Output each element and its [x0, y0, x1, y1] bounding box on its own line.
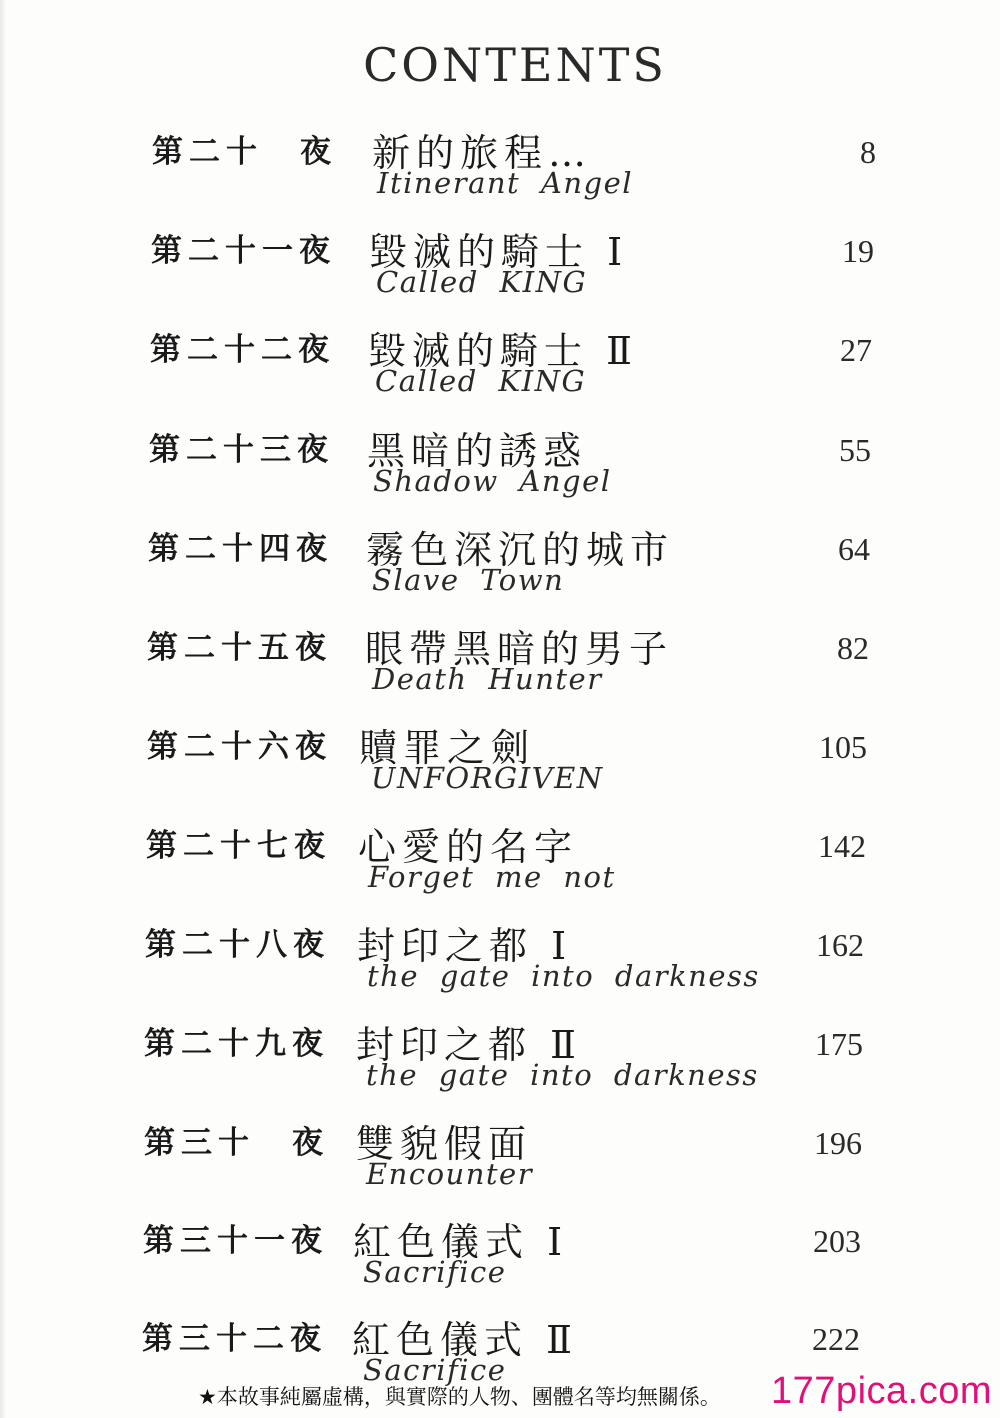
entry-page-number: 142	[818, 828, 866, 864]
entry-chinese-title: 毀滅的騎士 Ⅱ	[368, 329, 638, 373]
entry-page-number: 82	[837, 630, 869, 666]
entry-english-title: Called KING	[375, 364, 587, 398]
entry-chinese-title: 紅色儀式 Ⅰ	[353, 1220, 569, 1264]
entry-chinese-title: 毀滅的騎士 Ⅰ	[369, 230, 629, 274]
entry-night-label: 第二十二夜	[150, 332, 335, 368]
entry-night-label: 第三十一夜	[143, 1223, 328, 1259]
entry-chinese-title: 封印之都 Ⅱ	[356, 1023, 582, 1067]
entry-page-number: 175	[815, 1026, 863, 1062]
page-title: CONTENTS	[363, 38, 667, 92]
entry-page-number: 162	[816, 927, 864, 963]
entry-page-number: 222	[812, 1321, 860, 1357]
fiction-disclaimer: ★本故事純屬虛構，與實際的人物、團體名等均無關係。	[198, 1385, 721, 1409]
entry-night-label: 第二十三夜	[149, 432, 334, 468]
entry-english-title: Itinerant Angel	[377, 166, 634, 200]
entry-english-title: Forget me not	[368, 860, 616, 894]
entry-english-title: Called KING	[376, 265, 588, 299]
entry-night-label: 第二十六夜	[147, 729, 332, 765]
entry-night-label: 第二十 夜	[152, 134, 337, 170]
entry-night-label: 第二十九夜	[144, 1026, 329, 1062]
entry-night-label: 第二十七夜	[146, 828, 331, 864]
entry-night-label: 第二十八夜	[145, 927, 330, 963]
entry-page-number: 105	[819, 729, 867, 765]
entry-chinese-title: 贖罪之劍	[359, 726, 536, 770]
entry-english-title: Shadow Angel	[373, 464, 612, 498]
entry-page-number: 19	[842, 233, 874, 269]
site-watermark: 177pica.com	[771, 1370, 992, 1412]
entry-chinese-title: 封印之都 Ⅰ	[357, 924, 573, 968]
entry-chinese-title: 新的旅程…	[372, 131, 593, 175]
entry-page-number: 64	[838, 531, 870, 567]
entry-english-title: UNFORGIVEN	[371, 761, 604, 795]
entry-english-title: Encounter	[366, 1157, 534, 1191]
entry-page-number: 27	[840, 332, 872, 368]
entry-night-label: 第二十五夜	[147, 630, 332, 666]
entry-english-title: Sacrifice	[363, 1353, 507, 1387]
entry-chinese-title: 紅色儀式 Ⅱ	[352, 1318, 578, 1362]
entry-chinese-title: 黑暗的誘惑	[367, 429, 588, 473]
entry-english-title: Sacrifice	[363, 1255, 507, 1289]
entry-english-title: Death Hunter	[372, 662, 603, 696]
entry-page-number: 8	[860, 134, 876, 170]
entry-english-title: the gate into darkness	[366, 1058, 759, 1092]
entry-night-label: 第三十二夜	[142, 1321, 327, 1357]
entry-chinese-title: 霧色深沉的城市	[366, 528, 675, 572]
entry-english-title: the gate into darkness	[367, 959, 760, 993]
entry-night-label: 第三十 夜	[144, 1125, 329, 1161]
entry-page-number: 55	[839, 432, 871, 468]
entry-chinese-title: 雙貌假面	[356, 1122, 533, 1166]
entry-night-label: 第二十一夜	[151, 233, 336, 269]
entry-page-number: 196	[814, 1125, 862, 1161]
entry-night-label: 第二十四夜	[148, 531, 333, 567]
entry-chinese-title: 眼帶黑暗的男子	[365, 627, 674, 671]
entry-chinese-title: 心愛的名字	[358, 825, 579, 869]
entry-english-title: Slave Town	[372, 563, 565, 597]
entry-page-number: 203	[813, 1223, 861, 1259]
scan-edge-shadow	[0, 0, 6, 1418]
